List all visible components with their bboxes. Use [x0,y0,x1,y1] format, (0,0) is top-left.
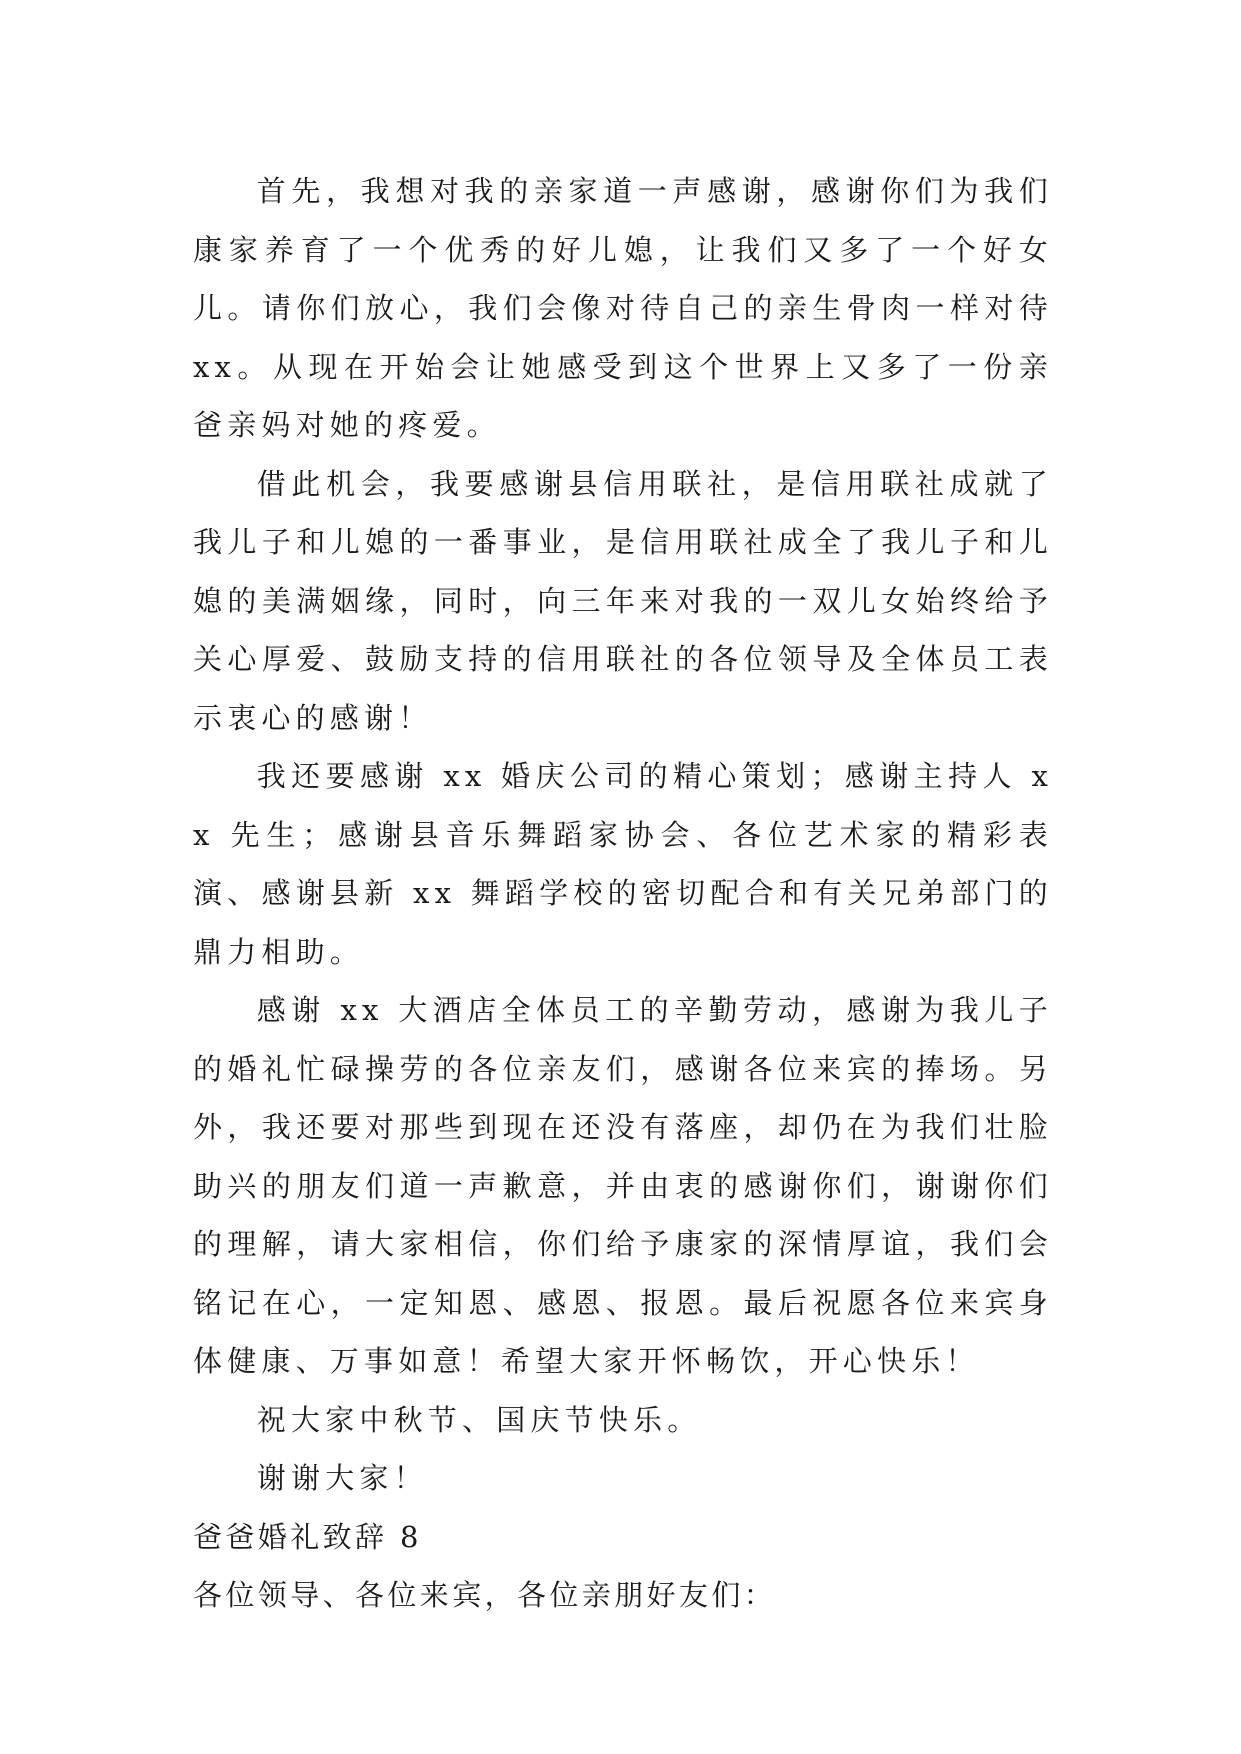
paragraph-thanks-credit-union: 借此机会，我要感谢县信用联社，是信用联社成就了我儿子和儿媳的一番事业，是信用联社成全了我儿子和儿媳的美满姻缘，同时，向三年来对我的一双儿女始终给予关心厚爱、鼓励支持的信用联社的各位领导及全体员工表示衷心的感谢！ [193,466,1053,735]
section-heading: 爸爸婚礼致辞 8 [193,1519,422,1554]
paragraph-thanks-hotel-and-guests: 感谢 xx 大酒店全体员工的辛勤劳动，感谢为我儿子的婚礼忙碌操劳的各位亲友们，感谢各位来宾的捧场。另外，我还要对那些到现在还没有落座，却仍在为我们壮脸助兴的朋友们道一声歉意，并由衷的感谢你们，谢谢你们的理解，请大家相信，你们给予康家的深情厚谊，我们会铭记在心，一定知恩、感恩、报恩。最后祝愿各位来宾身体健康、万事如意！希望大家开怀畅饮，开心快乐！ [193,993,1053,1378]
salutation-line: 各位领导、各位来宾，各位亲朋好友们： [193,1578,777,1612]
paragraph-closing-thanks: 谢谢大家！ [256,1461,428,1495]
document-body [193,162,1053,1625]
paragraph-thanks-wedding-company: 我还要感谢 xx 婚庆公司的精心策划；感谢主持人 xx 先生；感谢县音乐舞蹈家协会、各位艺术家的精彩表演、感谢县新 xx 舞蹈学校的密切配合和有关兄弟部门的鼎力相助。 [193,759,1053,969]
paragraph-thanks-in-laws: 首先，我想对我的亲家道一声感谢，感谢你们为我们康家养育了一个优秀的好儿媳，让我们又多了一个好女儿。请你们放心，我们会像对待自己的亲生骨肉一样对待 xx。从现在开始会让她感受到这个世界上又多了一份亲爸亲妈对她的疼爱。 [193,174,1053,442]
paragraph-holiday-wishes: 祝大家中秋节、国庆节快乐。 [256,1402,702,1437]
